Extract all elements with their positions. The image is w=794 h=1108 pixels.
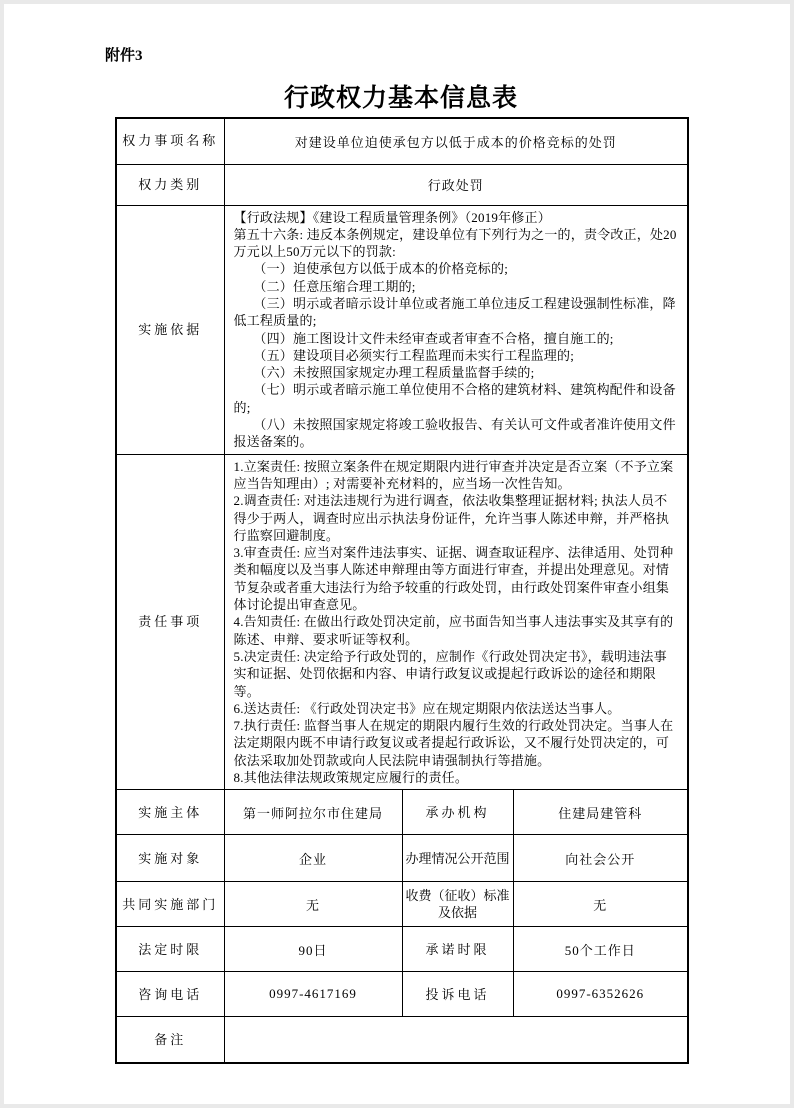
row-phones [116, 972, 688, 1017]
fee-standard-value: 无 [513, 882, 688, 927]
undertaking-org-value: 住建局建管科 [513, 790, 688, 835]
power-type-label: 权力类别 [116, 164, 224, 205]
joint-departments-label: 共同实施部门 [116, 882, 224, 927]
disclosure-scope-label: 办理情况公开范围 [402, 835, 513, 882]
consultation-phone-label: 咨询电话 [116, 972, 224, 1017]
implementation-target-value: 企业 [224, 835, 402, 882]
statutory-time-limit-value: 90日 [224, 927, 402, 972]
promised-time-limit-label: 承诺时限 [402, 927, 513, 972]
document-page [4, 4, 790, 1104]
attachment-label: 附件3 [105, 48, 143, 64]
page-title: 行政权力基本信息表 [283, 85, 518, 112]
remark-value [224, 1017, 688, 1063]
row-joint-departments [116, 882, 688, 927]
statutory-time-limit-label: 法定时限 [116, 927, 224, 972]
row-duty [116, 454, 688, 790]
row-statutory-time-limit [116, 927, 688, 972]
row-power-name [116, 118, 688, 164]
implementing-body-value: 第一师阿拉尔市住建局 [224, 790, 402, 835]
consultation-phone-value: 0997-4617169 [224, 972, 402, 1017]
complaint-phone-label: 投诉电话 [402, 972, 513, 1017]
undertaking-org-label: 承办机构 [402, 790, 513, 835]
joint-departments-value: 无 [224, 882, 402, 927]
promised-time-limit-value: 50个工作日 [513, 927, 688, 972]
duty-label: 责任事项 [116, 454, 224, 790]
power-name-label: 权力事项名称 [116, 118, 224, 164]
implementing-body-label: 实施主体 [116, 790, 224, 835]
remark-label: 备注 [116, 1017, 224, 1063]
power-name-value: 对建设单位迫使承包方以低于成本的价格竞标的处罚 [224, 118, 688, 164]
row-basis [116, 205, 688, 454]
power-type-value: 行政处罚 [224, 164, 688, 205]
duty-text: 1.立案责任: 按照立案条件在规定期限内进行审查并决定是否立案（不予立案应当告知理由）; 对需要补充材料的，应当场一次性告知。 2.调查责任: 对违法违规行为进行调查，依法收集整理证据材料; 执法人员不得少于两人，调查时应出示执法身份证件，允许当事人陈述申辩，并严格执行监察回避制度。 3.审查责任: 应当对案件违法事实、证据、调查取证程序、法律适用、处罚种类和幅度以及当事人陈述申辩理由等方面进行审查，并提出处理意见。对情节复杂或者重大违法行为给予较重的行政处罚，由行政处罚案件审查小组集体讨论提出审查意见。 4.告知责任: 在做出行政处罚决定前，应书面告知当事人违法事实及其享有的陈述、申辩、要求听证等权利。 5.决定责任: 决定给予行政处罚的，应制作《行政处罚决定书》，载明违法事实和证据、处罚依据和内容、申请行政复议或提起行政诉讼的途径和期限等。 6.送达责任: 《行政处罚决定书》应在规定期限内依法送达当事人。 7.执行责任: 监督当事人在规定的期限内履行生效的行政处罚决定。当事人在法定期限内既不申请行政复议或者提起行政诉讼，又不履行处罚决定的，可依法采取加处罚款或向人民法院申请强制执行等措施。 8.其他法律法规政策规定应履行的责任。 [224, 454, 688, 790]
basis-label: 实施依据 [116, 205, 224, 454]
implementation-target-label: 实施对象 [116, 835, 224, 882]
row-implementation-target [116, 835, 688, 882]
row-implementing-body [116, 790, 688, 835]
fee-standard-label: 收费（征收）标准及依据 [402, 882, 513, 927]
complaint-phone-value: 0997-6352626 [513, 972, 688, 1017]
row-remark [116, 1017, 688, 1063]
info-table [115, 117, 689, 1064]
disclosure-scope-value: 向社会公开 [513, 835, 688, 882]
basis-text: 【行政法规】《建设工程质量管理条例》（2019年修正） 第五十六条: 违反本条例规定，建设单位有下列行为之一的，责令改正，处20万元以上50万元以下的罚款: （一）迫使承包方以低于成本的价格竞标的; （二）任意压缩合理工期的; （三）明示或者暗示设计单位或者施工单位违反工程建设强制性标准，降低工程质量的; （四）施工图设计文件未经审查或者审查不合格，擅自施工的; （五）建设项目必须实行工程监理而未实行工程监理的; （六）未按照国家规定办理工程质量监督手续的; （七）明示或者暗示施工单位使用不合格的建筑材料、建筑构配件和设备的; （八）未按照国家规定将竣工验收报告、有关认可文件或者准许使用文件报送备案的。 [224, 205, 688, 454]
row-power-type [116, 164, 688, 205]
